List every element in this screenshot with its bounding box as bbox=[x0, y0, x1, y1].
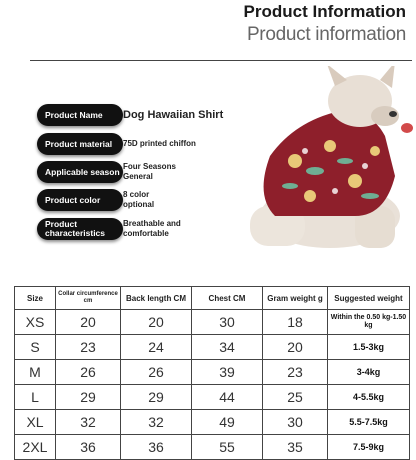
chest-cell: 39 bbox=[192, 360, 263, 385]
collar-cell: 20 bbox=[56, 310, 121, 335]
header-divider bbox=[30, 60, 412, 61]
spec-value: Four Seasons General bbox=[123, 162, 176, 181]
back-length-cell: 36 bbox=[121, 435, 192, 460]
column-header: Back length CM bbox=[121, 287, 192, 310]
spec-row-characteristics bbox=[37, 217, 181, 241]
gram-weight-cell: 18 bbox=[263, 310, 328, 335]
spec-label: Applicable season bbox=[37, 161, 123, 183]
size-cell: S bbox=[15, 335, 56, 360]
spec-value: 75D printed chiffon bbox=[123, 139, 196, 148]
chest-cell: 49 bbox=[192, 410, 263, 435]
table-row bbox=[15, 310, 410, 335]
dog-photo bbox=[235, 66, 415, 256]
suggested-weight-cell: 3-4kg bbox=[328, 360, 410, 385]
collar-cell: 23 bbox=[56, 335, 121, 360]
back-length-cell: 26 bbox=[121, 360, 192, 385]
spec-label: Product Name bbox=[37, 104, 123, 126]
chest-cell: 34 bbox=[192, 335, 263, 360]
suggested-weight-cell: Within the 0.50 kg-1.50 kg bbox=[328, 310, 410, 335]
page-subtitle: Product information bbox=[246, 24, 406, 45]
spec-value: 8 color optional bbox=[123, 190, 155, 209]
collar-cell: 26 bbox=[56, 360, 121, 385]
spec-value: Dog Hawaiian Shirt bbox=[123, 109, 224, 121]
spec-row-material bbox=[37, 132, 196, 156]
spec-row-season bbox=[37, 160, 176, 184]
gram-weight-cell: 30 bbox=[263, 410, 328, 435]
chest-cell: 30 bbox=[192, 310, 263, 335]
column-header: Suggested weight bbox=[328, 287, 410, 310]
size-cell: XL bbox=[15, 410, 56, 435]
spec-label: Product color bbox=[37, 189, 123, 211]
collar-cell: 32 bbox=[56, 410, 121, 435]
collar-cell: 36 bbox=[56, 435, 121, 460]
suggested-weight-cell: 5.5-7.5kg bbox=[328, 410, 410, 435]
size-cell: 2XL bbox=[15, 435, 56, 460]
column-header: Collar circumference cm bbox=[56, 287, 121, 310]
table-row bbox=[15, 360, 410, 385]
gram-weight-cell: 23 bbox=[263, 360, 328, 385]
column-header: Size bbox=[15, 287, 56, 310]
suggested-weight-cell: 4-5.5kg bbox=[328, 385, 410, 410]
size-chart-table bbox=[14, 286, 410, 460]
back-length-cell: 24 bbox=[121, 335, 192, 360]
spec-value: Breathable and comfortable bbox=[123, 219, 181, 238]
size-cell: XS bbox=[15, 310, 56, 335]
column-header: Chest CM bbox=[192, 287, 263, 310]
suggested-weight-cell: 7.5-9kg bbox=[328, 435, 410, 460]
gram-weight-cell: 20 bbox=[263, 335, 328, 360]
table-header-row bbox=[15, 287, 410, 310]
spec-row-name bbox=[37, 103, 224, 127]
table-row bbox=[15, 435, 410, 460]
spec-label: Product characteristics bbox=[37, 218, 123, 240]
table-row bbox=[15, 410, 410, 435]
table-row bbox=[15, 335, 410, 360]
suggested-weight-cell: 1.5-3kg bbox=[328, 335, 410, 360]
size-cell: L bbox=[15, 385, 56, 410]
column-header: Gram weight g bbox=[263, 287, 328, 310]
back-length-cell: 29 bbox=[121, 385, 192, 410]
back-length-cell: 20 bbox=[121, 310, 192, 335]
gram-weight-cell: 25 bbox=[263, 385, 328, 410]
size-cell: M bbox=[15, 360, 56, 385]
back-length-cell: 32 bbox=[121, 410, 192, 435]
spec-row-color bbox=[37, 188, 155, 212]
table-row bbox=[15, 385, 410, 410]
chest-cell: 55 bbox=[192, 435, 263, 460]
gram-weight-cell: 35 bbox=[263, 435, 328, 460]
page-title: Product Information bbox=[243, 2, 406, 21]
spec-label: Product material bbox=[37, 133, 123, 155]
collar-cell: 29 bbox=[56, 385, 121, 410]
chest-cell: 44 bbox=[192, 385, 263, 410]
